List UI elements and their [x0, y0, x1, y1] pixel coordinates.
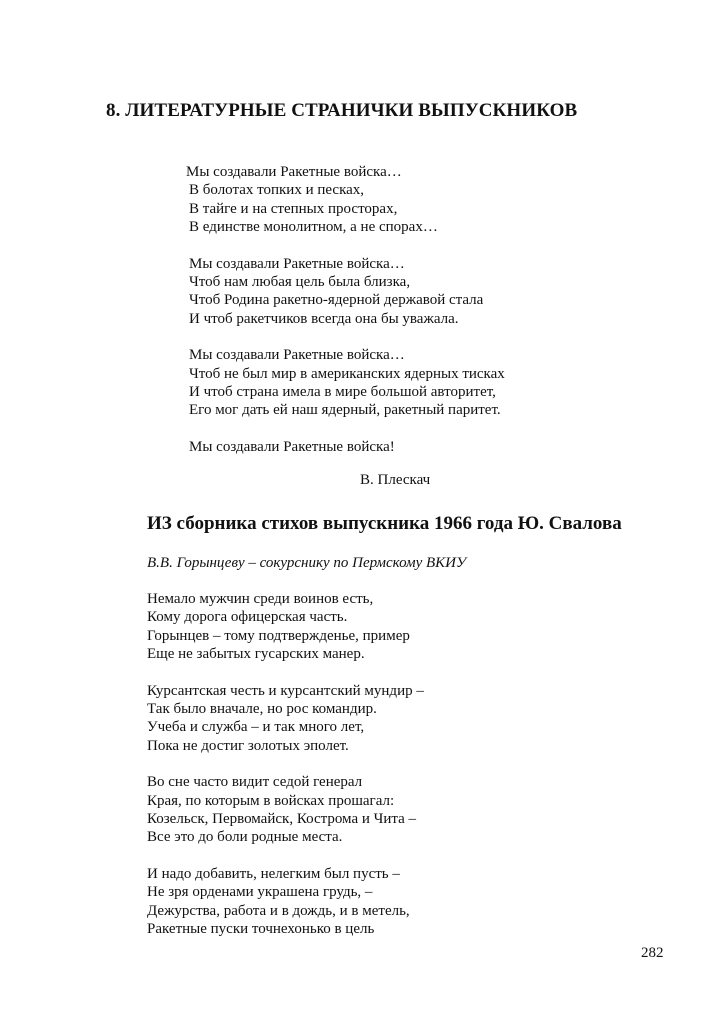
poem-line: Его мог дать ей наш ядерный, ракетный паритет.	[189, 402, 501, 419]
poem-line: Немало мужчин среди воинов есть,	[147, 591, 374, 607]
section-title: 8. ЛИТЕРАТУРНЫЕ СТРАНИЧКИ ВЫПУСКНИКОВ	[106, 100, 578, 121]
poem-line: И чтоб ракетчиков всегда она бы уважала.	[189, 310, 459, 327]
poem-line: Мы создавали Ракетные войска…	[189, 255, 405, 272]
poem-line: Мы создавали Ракетные войска…	[189, 347, 405, 364]
poem-stanza	[186, 346, 606, 420]
poem-line: Так было вначале, но рос командир.	[147, 701, 377, 718]
poem-stanza	[147, 773, 607, 847]
poem-line: Еще не забытых гусарских манер.	[147, 646, 365, 663]
poem-line: Козельск, Первомайск, Кострома и Чита –	[147, 811, 417, 828]
poem-line: В единстве монолитном, а не спорах…	[189, 219, 438, 236]
poem-line: Мы создавали Ракетные войска!	[189, 438, 395, 455]
poem-line: Чтоб Родина ракетно-ядерной державой стала	[189, 292, 484, 309]
poem-line: Во сне часто видит седой генерал	[147, 774, 363, 791]
poem-line: Края, по которым в войсках прошагал:	[147, 792, 395, 809]
poem-author: В. Плескач	[360, 472, 431, 488]
poem-line: Дежурства, работа и в дождь, и в метель,	[147, 902, 410, 919]
poem-line: Кому дорога офицерская часть.	[147, 609, 348, 626]
poem-gorynchev	[147, 590, 607, 957]
poem-stanza	[147, 590, 607, 664]
poem-line: В болотах топких и песках,	[189, 182, 365, 199]
poem-stanza	[147, 682, 607, 756]
poem-line: Мы создавали Ракетные войска…	[186, 164, 402, 180]
poem-stanza	[186, 255, 606, 329]
poem-line: Ракетные пуски точнехонько в цель	[147, 921, 375, 938]
page-number: 282	[641, 945, 664, 961]
poem-stanza	[186, 438, 606, 456]
poem-line: В тайге и на степных просторах,	[189, 200, 398, 217]
poem-rocket-forces	[186, 163, 606, 474]
poem-stanza	[147, 865, 607, 939]
poem-line: Горынцев – тому подтвержденье, пример	[147, 627, 410, 644]
poem-line: Чтоб нам любая цель была близка,	[189, 274, 411, 291]
poem-line: И надо добавить, нелегким был пусть –	[147, 865, 400, 882]
poem-line: Пока не достиг золотых эполет.	[147, 737, 349, 754]
poem-line: Чтоб не был мир в американских ядерных тисках	[189, 365, 505, 382]
poem-line: Учеба и служба – и так много лет,	[147, 719, 365, 736]
poem-stanza	[186, 163, 606, 237]
poem-dedication: В.В. Горынцеву – сокурснику по Пермскому ВКИУ	[147, 555, 467, 571]
collection-title: ИЗ сборника стихов выпускника 1966 года Ю. Свалова	[147, 513, 622, 534]
poem-line: Не зря орденами украшена грудь, –	[147, 884, 373, 901]
poem-line: Все это до боли родные места.	[147, 829, 343, 846]
poem-line: Курсантская честь и курсантский мундир –	[147, 682, 424, 699]
poem-line: И чтоб страна имела в мире большой авторитет,	[189, 384, 496, 401]
